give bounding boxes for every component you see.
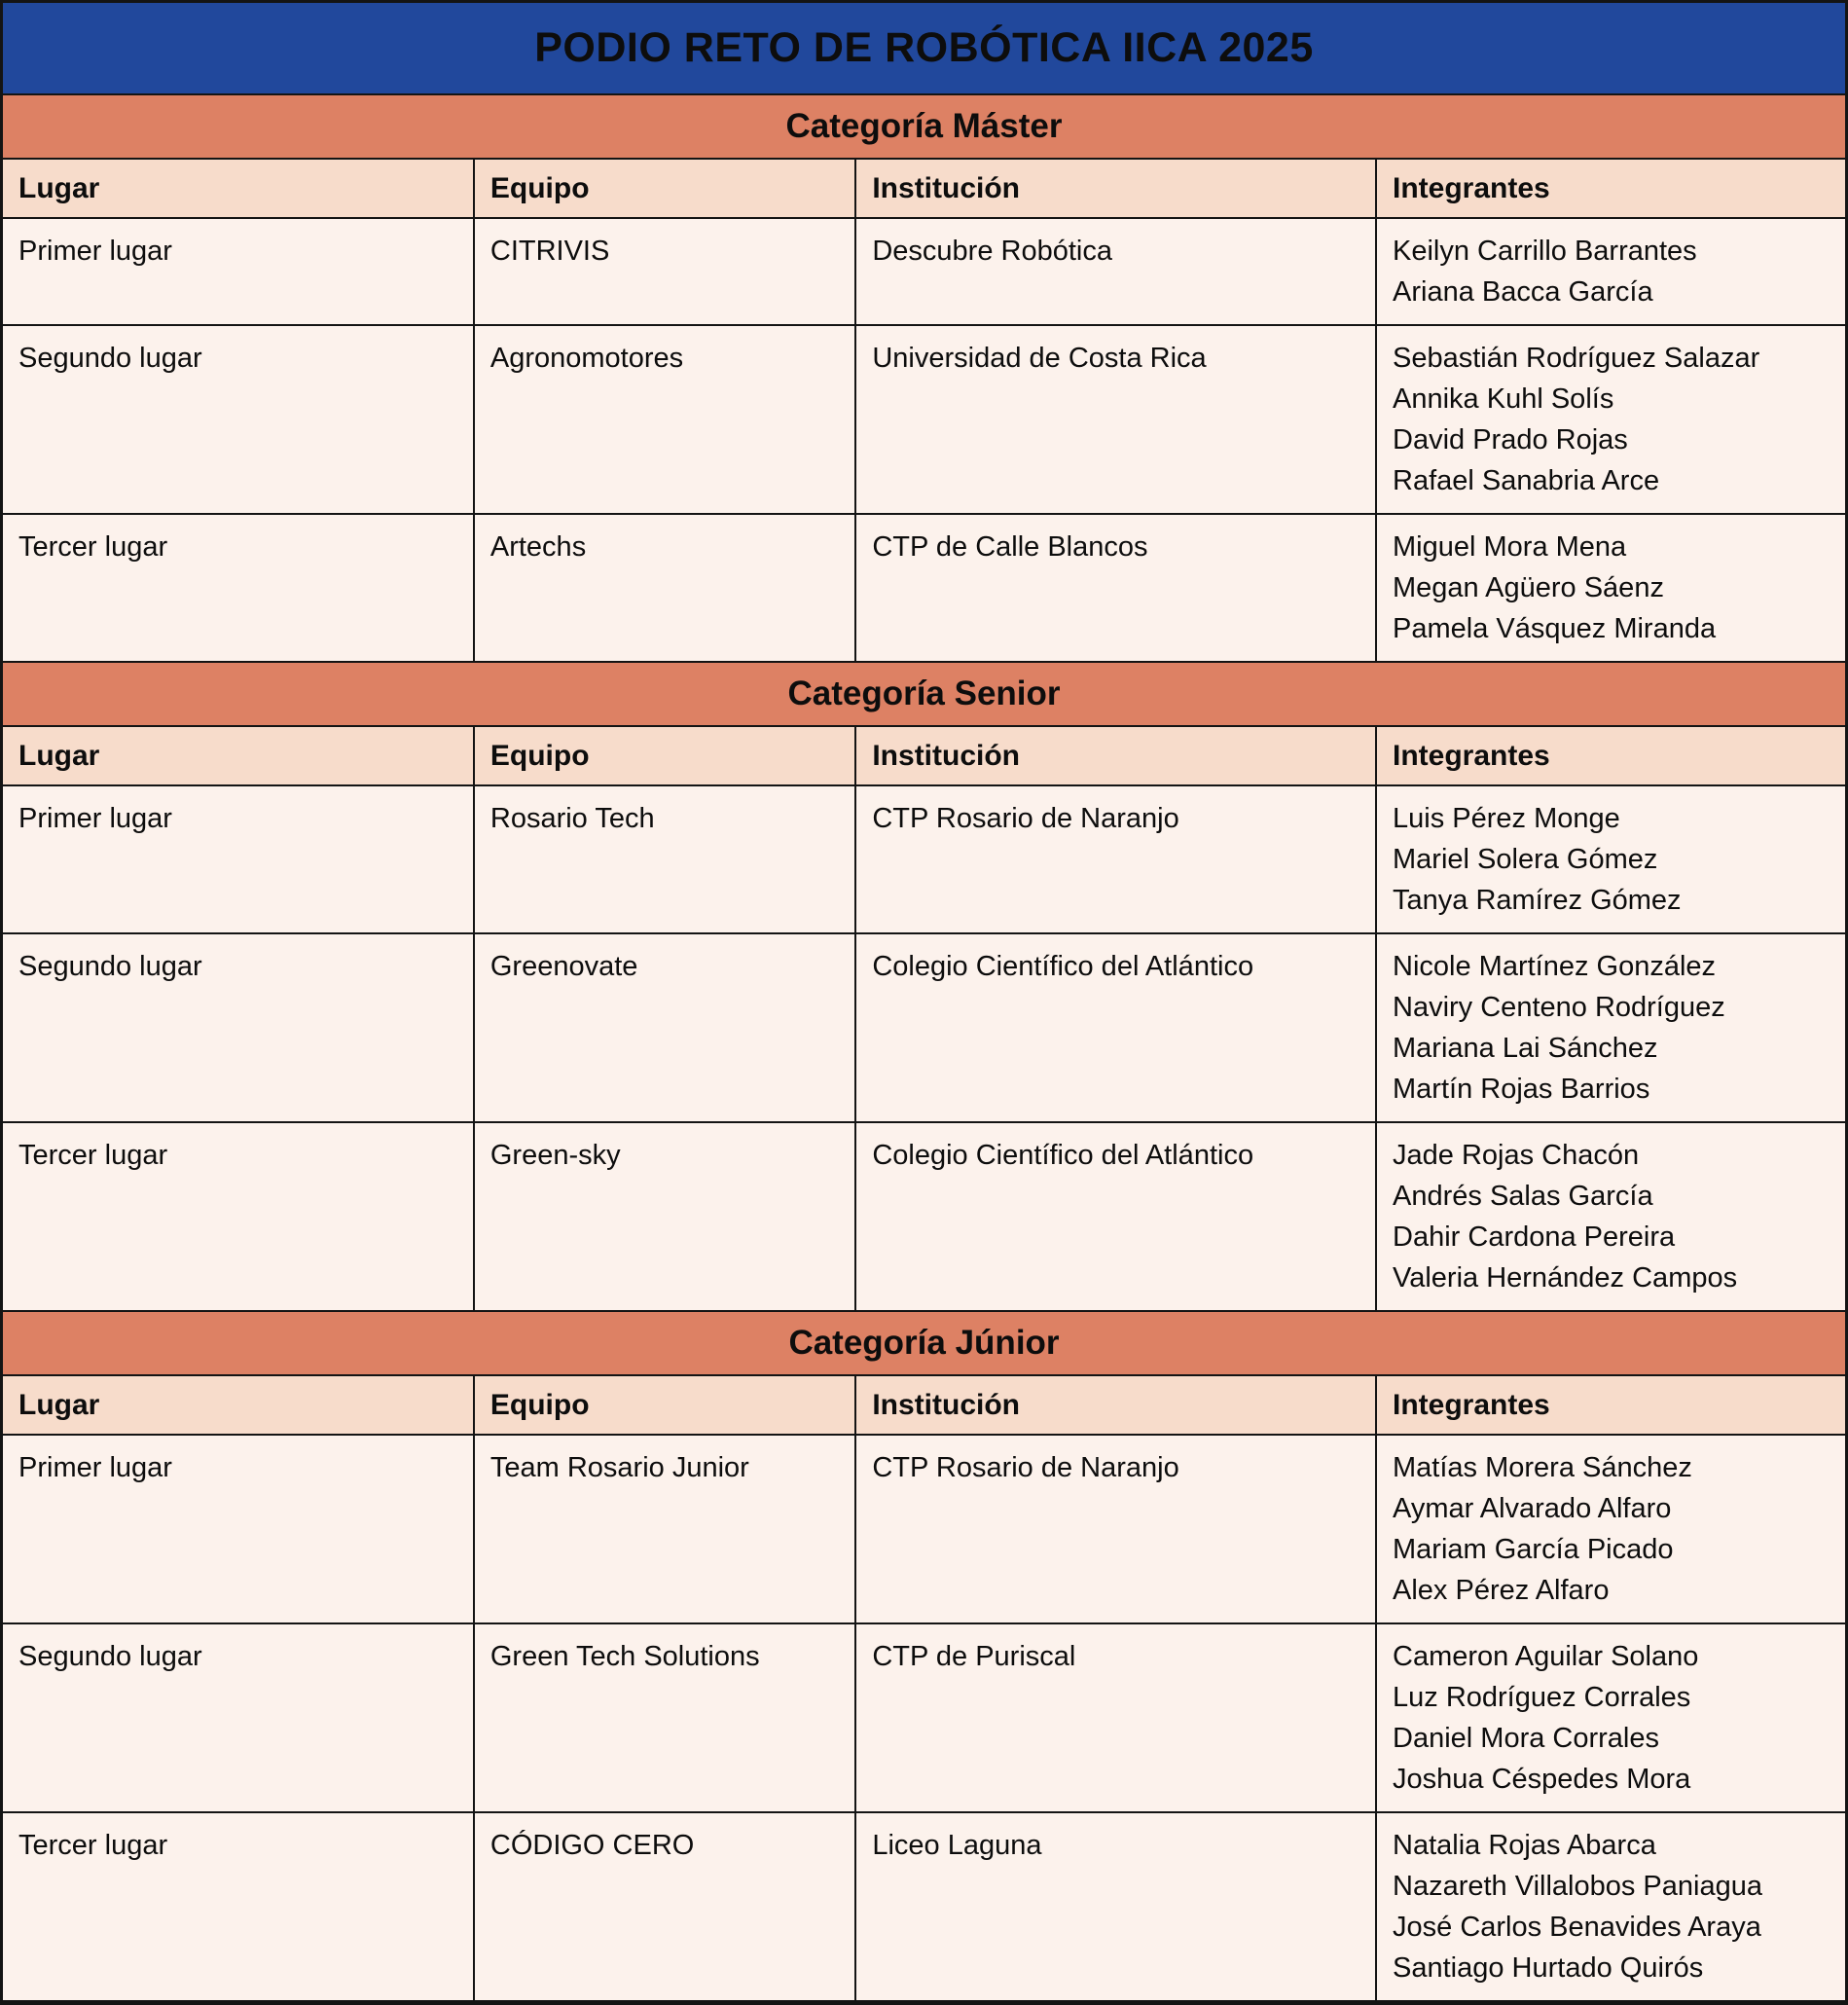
category-band-senior: Categoría Senior: [2, 662, 1847, 726]
member-name: David Prado Rojas: [1393, 423, 1628, 456]
member-name: Cameron Aguilar Solano: [1393, 1640, 1699, 1672]
member-name: Luz Rodríguez Corrales: [1393, 1681, 1691, 1713]
category-band-row: [2, 662, 1847, 726]
category-band-row: [2, 1311, 1847, 1375]
column-header-institucion: Institución: [855, 726, 1376, 785]
member-name: Pamela Vásquez Miranda: [1393, 612, 1717, 644]
column-header-equipo: Equipo: [474, 1375, 855, 1435]
member-name: Martín Rojas Barrios: [1393, 1073, 1650, 1105]
cell-integrantes: [1376, 325, 1846, 514]
column-header-integrantes: Integrantes: [1376, 726, 1846, 785]
member-name: Natalia Rojas Abarca: [1393, 1829, 1656, 1861]
table-row: [2, 785, 1847, 933]
member-name: Andrés Salas García: [1393, 1180, 1653, 1212]
category-band-row: [2, 94, 1847, 159]
member-name: Naviry Centeno Rodríguez: [1393, 991, 1725, 1023]
cell-integrantes: [1376, 1623, 1846, 1812]
member-name: Tanya Ramírez Gómez: [1393, 884, 1682, 916]
member-name: Valeria Hernández Campos: [1393, 1261, 1738, 1294]
cell-integrantes: [1376, 1122, 1846, 1311]
table-row: [2, 1435, 1847, 1623]
cell-lugar: Primer lugar: [2, 785, 474, 933]
category-band-master: Categoría Máster: [2, 94, 1847, 159]
table-row: [2, 1122, 1847, 1311]
cell-institucion: Colegio Científico del Atlántico: [855, 1122, 1376, 1311]
cell-lugar: Tercer lugar: [2, 1122, 474, 1311]
member-name: Megan Agüero Sáenz: [1393, 571, 1664, 603]
category-band-junior: Categoría Júnior: [2, 1311, 1847, 1375]
table-row: [2, 1812, 1847, 2003]
column-header-lugar: Lugar: [2, 726, 474, 785]
cell-equipo: Green-sky: [474, 1122, 855, 1311]
member-name: Nicole Martínez González: [1393, 950, 1717, 982]
member-name: Joshua Céspedes Mora: [1393, 1763, 1691, 1795]
cell-equipo: CÓDIGO CERO: [474, 1812, 855, 2003]
column-header-row: [2, 726, 1847, 785]
member-name: Annika Kuhl Solís: [1393, 383, 1614, 415]
cell-lugar: Tercer lugar: [2, 514, 474, 662]
page-title: PODIO RETO DE ROBÓTICA IICA 2025: [2, 2, 1847, 94]
cell-institucion: Universidad de Costa Rica: [855, 325, 1376, 514]
cell-integrantes: [1376, 218, 1846, 325]
cell-institucion: Liceo Laguna: [855, 1812, 1376, 2003]
member-name: Alex Pérez Alfaro: [1393, 1574, 1610, 1606]
member-name: Mariel Solera Gómez: [1393, 843, 1658, 875]
cell-institucion: CTP Rosario de Naranjo: [855, 785, 1376, 933]
column-header-equipo: Equipo: [474, 726, 855, 785]
member-name: Nazareth Villalobos Paniagua: [1393, 1870, 1762, 1902]
cell-lugar: Segundo lugar: [2, 325, 474, 514]
cell-lugar: Segundo lugar: [2, 1623, 474, 1812]
cell-lugar: Primer lugar: [2, 1435, 474, 1623]
member-name: Matías Morera Sánchez: [1393, 1451, 1692, 1483]
cell-equipo: Artechs: [474, 514, 855, 662]
column-header-integrantes: Integrantes: [1376, 1375, 1846, 1435]
member-name: Daniel Mora Corrales: [1393, 1722, 1660, 1754]
cell-equipo: Green Tech Solutions: [474, 1623, 855, 1812]
table-row: [2, 218, 1847, 325]
column-header-institucion: Institución: [855, 159, 1376, 218]
member-name: Dahir Cardona Pereira: [1393, 1221, 1676, 1253]
member-name: Miguel Mora Mena: [1393, 530, 1627, 563]
member-name: Ariana Bacca García: [1393, 275, 1653, 308]
column-header-equipo: Equipo: [474, 159, 855, 218]
member-name: Mariam García Picado: [1393, 1533, 1674, 1565]
cell-equipo: Greenovate: [474, 933, 855, 1122]
cell-integrantes: [1376, 514, 1846, 662]
cell-equipo: Rosario Tech: [474, 785, 855, 933]
cell-lugar: Primer lugar: [2, 218, 474, 325]
cell-equipo: Agronomotores: [474, 325, 855, 514]
member-name: Keilyn Carrillo Barrantes: [1393, 235, 1697, 267]
cell-lugar: Tercer lugar: [2, 1812, 474, 2003]
cell-institucion: Descubre Robótica: [855, 218, 1376, 325]
cell-institucion: CTP de Calle Blancos: [855, 514, 1376, 662]
column-header-institucion: Institución: [855, 1375, 1376, 1435]
member-name: Santiago Hurtado Quirós: [1393, 1951, 1704, 1984]
cell-lugar: Segundo lugar: [2, 933, 474, 1122]
cell-institucion: CTP Rosario de Naranjo: [855, 1435, 1376, 1623]
table-row: [2, 1623, 1847, 1812]
table-row: [2, 933, 1847, 1122]
member-name: José Carlos Benavides Araya: [1393, 1911, 1761, 1943]
column-header-lugar: Lugar: [2, 1375, 474, 1435]
cell-institucion: CTP de Puriscal: [855, 1623, 1376, 1812]
cell-integrantes: [1376, 1435, 1846, 1623]
column-header-row: [2, 1375, 1847, 1435]
table-row: [2, 325, 1847, 514]
cell-integrantes: [1376, 785, 1846, 933]
cell-integrantes: [1376, 1812, 1846, 2003]
cell-institucion: Colegio Científico del Atlántico: [855, 933, 1376, 1122]
column-header-lugar: Lugar: [2, 159, 474, 218]
table-row: [2, 514, 1847, 662]
cell-equipo: CITRIVIS: [474, 218, 855, 325]
title-row: [2, 2, 1847, 94]
member-name: Sebastián Rodríguez Salazar: [1393, 342, 1760, 374]
column-header-integrantes: Integrantes: [1376, 159, 1846, 218]
cell-equipo: Team Rosario Junior: [474, 1435, 855, 1623]
member-name: Rafael Sanabria Arce: [1393, 464, 1660, 496]
member-name: Luis Pérez Monge: [1393, 802, 1620, 834]
member-name: Aymar Alvarado Alfaro: [1393, 1492, 1672, 1524]
member-name: Mariana Lai Sánchez: [1393, 1032, 1658, 1064]
cell-integrantes: [1376, 933, 1846, 1122]
member-name: Jade Rojas Chacón: [1393, 1139, 1640, 1171]
column-header-row: [2, 159, 1847, 218]
